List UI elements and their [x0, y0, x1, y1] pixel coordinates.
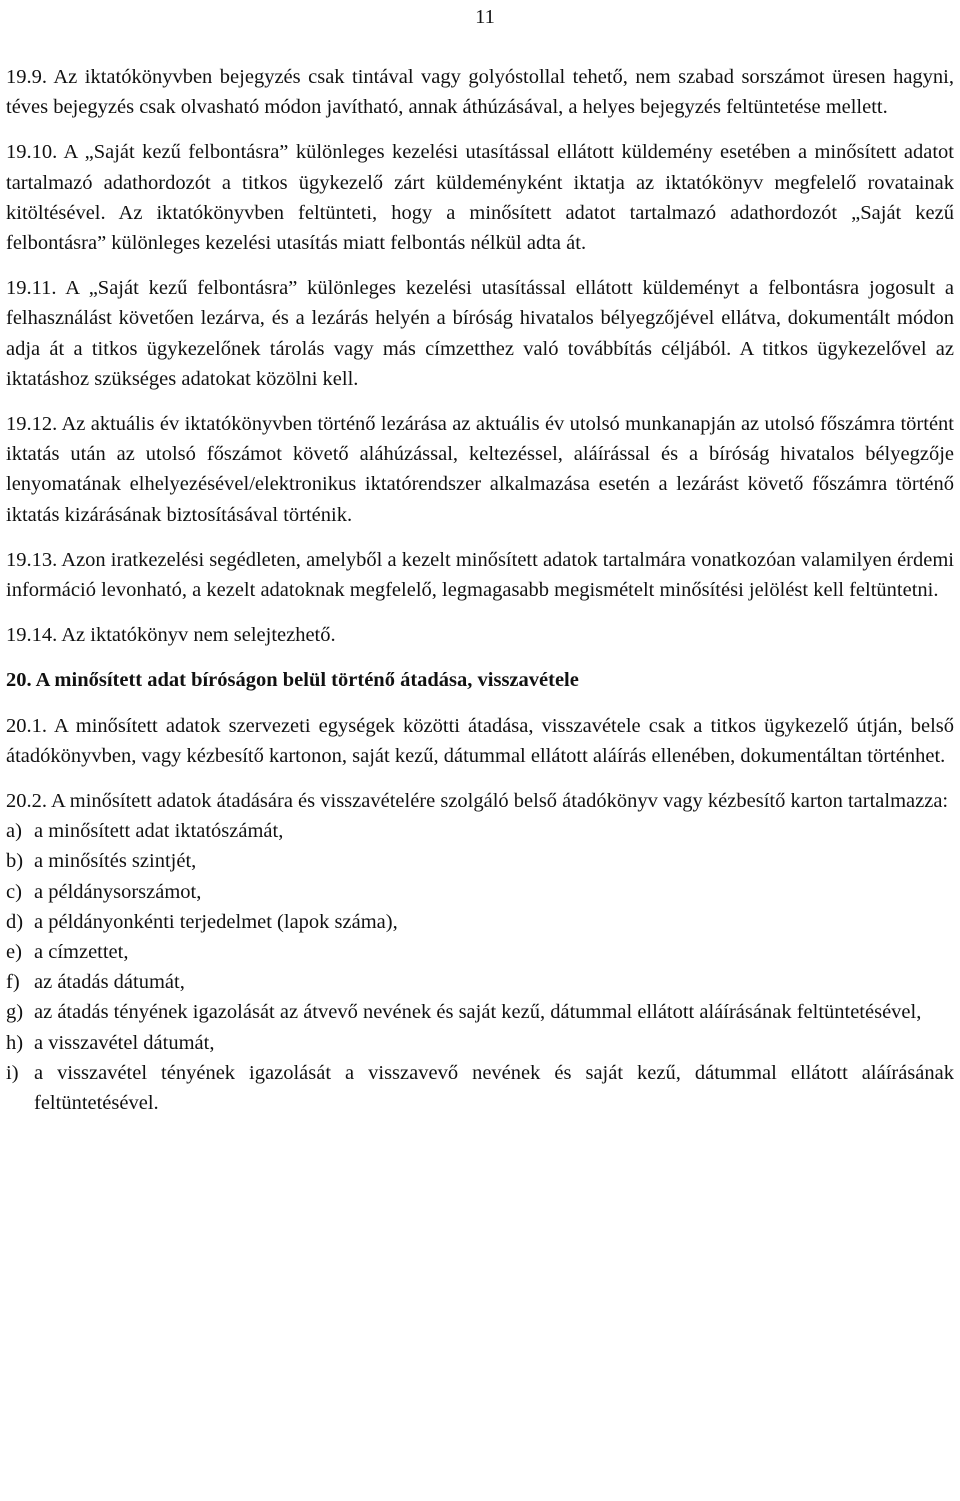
list-item [6, 816, 954, 846]
section-heading: 20. A minősített adat bíróságon belül történő átadása, visszavétele [6, 669, 579, 692]
paragraph-20-2: 20.2. A minősített adatok átadására és visszavételére szolgáló belső átadókönyv vagy kézbesítő karton tartalmazza: [6, 790, 949, 813]
list-item [6, 877, 954, 907]
list-item-label: d) [6, 910, 24, 933]
list-item-label: h) [6, 1031, 24, 1054]
list-item-label: f) [6, 971, 20, 994]
list-item [6, 907, 954, 937]
list-item-label: b) [6, 850, 24, 873]
list-item [6, 967, 954, 997]
list-item [6, 997, 954, 1027]
list-item-text: a visszavétel tényének igazolását a visszavevő nevének és saját kezű, dátummal ellátott aláírásának feltüntetésével. [34, 1061, 954, 1115]
list-item-label: a) [6, 820, 22, 843]
list-item-label: e) [6, 941, 22, 964]
list-item-text: a visszavétel dátumát, [34, 1031, 215, 1054]
list-item-text: a minősített adat iktatószámát, [34, 820, 284, 843]
list-item-text: a címzettet, [34, 941, 129, 964]
list-item-text: a példánysorszámot, [34, 880, 202, 903]
paragraph-20-1: 20.1. A minősített adatok szervezeti egységek közötti átadása, visszavétele csak a titkos ügykezelő útján, belső átadókönyvben, vagy kézbesítő kartonon, saját kezű, dátummal ellátott aláírás ellenében, dokumentáltan történhet. [6, 714, 954, 767]
list-item-label: g) [6, 1001, 24, 1024]
paragraph-19-9: 19.9. Az iktatókönyvben bejegyzés csak tintával vagy golyóstollal tehető, nem szabad sorszámot üresen hagyni, téves bejegyzés csak olvasható módon javítható, annak áthúzásával, a helyes bejegyzés feltüntetése mellett. [6, 66, 954, 119]
list-item-label: c) [6, 880, 22, 903]
list-item-text: az átadás tényének igazolását az átvevő nevének és saját kezű, dátummal ellátott aláírásának feltüntetésével, [34, 1001, 922, 1024]
list-item-text: a példányonkénti terjedelmet (lapok száma), [34, 910, 398, 933]
paragraph-19-10: 19.10. A „Saját kezű felbontásra” különleges kezelési utasítással ellátott küldemény esetében a minősített adatot tartalmazó adathordozót a titkos ügykezelő zárt küldeményként iktatja az iktatókönyv megfelelő rovatainak kitöltésével. Az iktatókönyvben feltünteti, hogy a minősített adatot tartalmazó adathordozót „Saját kezű felbontásra” különleges kezelési utasítás miatt felbontás nélkül adta át. [6, 141, 954, 255]
list-item [6, 1058, 954, 1118]
page-number: 11 [475, 6, 495, 28]
paragraph-19-14: 19.14. Az iktatókönyv nem selejtezhető. [6, 624, 336, 647]
list-item [6, 937, 954, 967]
list-item-text: az átadás dátumát, [34, 971, 185, 994]
list-item-label: i) [6, 1061, 19, 1084]
paragraph-19-12: 19.12. Az aktuális év iktatókönyvben történő lezárása az aktuális év utolsó munkanapján az utolsó főszámra történt iktatás után az utolsó főszámot követő aláhúzással, keltezéssel, aláírással és a bíróság hivatalos bélyegzője lenyomatának elhelyezésével/elektronikus iktatórendszer alkalmazása esetén a lezárást követő főszámra történő iktatás kizárásának biztosításával történik. [6, 413, 954, 526]
paragraph-19-11: 19.11. A „Saját kezű felbontásra” különleges kezelési utasítással ellátott küldeményt a felbontásra jogosult a felhasználást követően lezárva, és a lezárás helyén a bíróság hivatalos bélyegzőjével ellátva, dokumentált módon adja át a titkos ügykezelőnek tárolás vagy más címzetthez való továbbítás céljából. A titkos ügykezelővel az iktatáshoz szükséges adatokat közölni kell. [6, 277, 954, 390]
content-list [6, 816, 954, 1118]
list-item [6, 846, 954, 876]
list-item [6, 1028, 954, 1058]
list-item-text: a minősítés szintjét, [34, 850, 197, 873]
paragraph-19-13: 19.13. Azon iratkezelési segédleten, amelyből a kezelt minősített adatok tartalmára vonatkozóan valamilyen érdemi információ levonható, a kezelt adatoknak megfelelő, legmagasabb megismételt minősítési jelölést kell feltüntetni. [6, 548, 954, 602]
document-body [6, 62, 954, 1118]
